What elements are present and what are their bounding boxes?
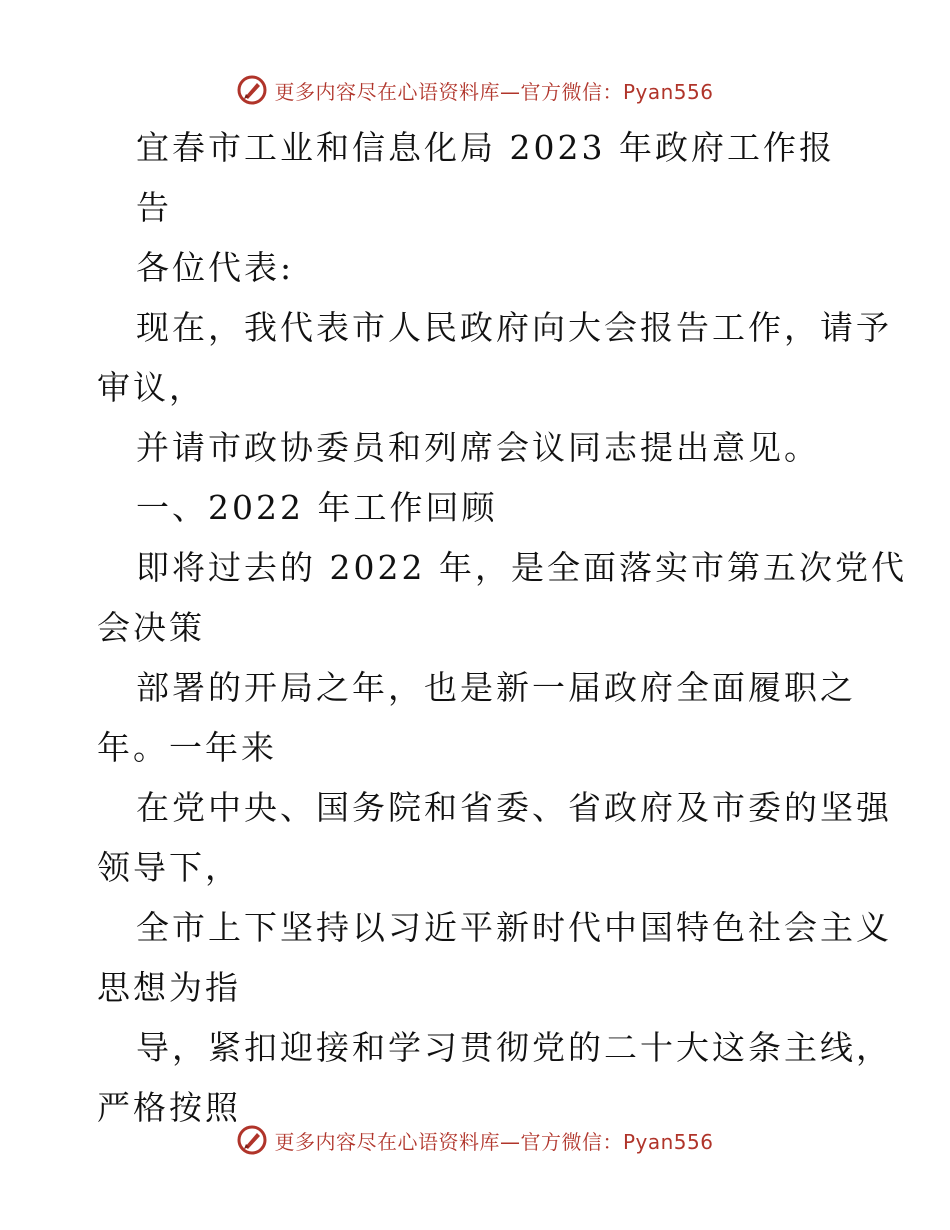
paragraph-line: 并请市政协委员和列席会议同志提出意见。 [136, 428, 820, 467]
salutation: 各位代表: [136, 248, 295, 287]
paragraph-line: 会决策 [97, 608, 205, 647]
paragraph-line: 年。一年来 [97, 728, 277, 767]
paragraph-line: 审议， [97, 368, 205, 407]
paragraph-line: 即将过去的 2022 年，是全面落实市第五次党代 [136, 548, 907, 587]
paragraph-line: 在党中央、国务院和省委、省政府及市委的坚强 [136, 788, 892, 827]
pen-logo-icon [236, 74, 268, 106]
paragraph-line: 现在，我代表市人民政府向大会报告工作，请予 [136, 308, 892, 347]
paragraph-line: 严格按照 [97, 1088, 241, 1127]
document-title-cont: 告 [136, 188, 172, 227]
pen-logo-icon [236, 1124, 268, 1156]
watermark-text: 更多内容尽在心语资料库—官方微信：Pyan556 [274, 79, 714, 104]
section-heading: 一、2022 年工作回顾 [136, 488, 498, 527]
paragraph-line: 全市上下坚持以习近平新时代中国特色社会主义 [136, 908, 892, 947]
watermark-text: 更多内容尽在心语资料库—官方微信：Pyan556 [274, 1129, 714, 1154]
watermark-banner-bottom [0, 1118, 950, 1162]
paragraph-line: 领导下， [97, 848, 241, 887]
paragraph-line: 部署的开局之年，也是新一届政府全面履职之 [136, 668, 856, 707]
paragraph-line: 导，紧扣迎接和学习贯彻党的二十大这条主线， [136, 1028, 892, 1067]
document-body [97, 118, 907, 1138]
document-title: 宜春市工业和信息化局 2023 年政府工作报 [136, 128, 835, 167]
paragraph-line: 思想为指 [97, 968, 241, 1007]
watermark-banner-top [0, 68, 950, 112]
